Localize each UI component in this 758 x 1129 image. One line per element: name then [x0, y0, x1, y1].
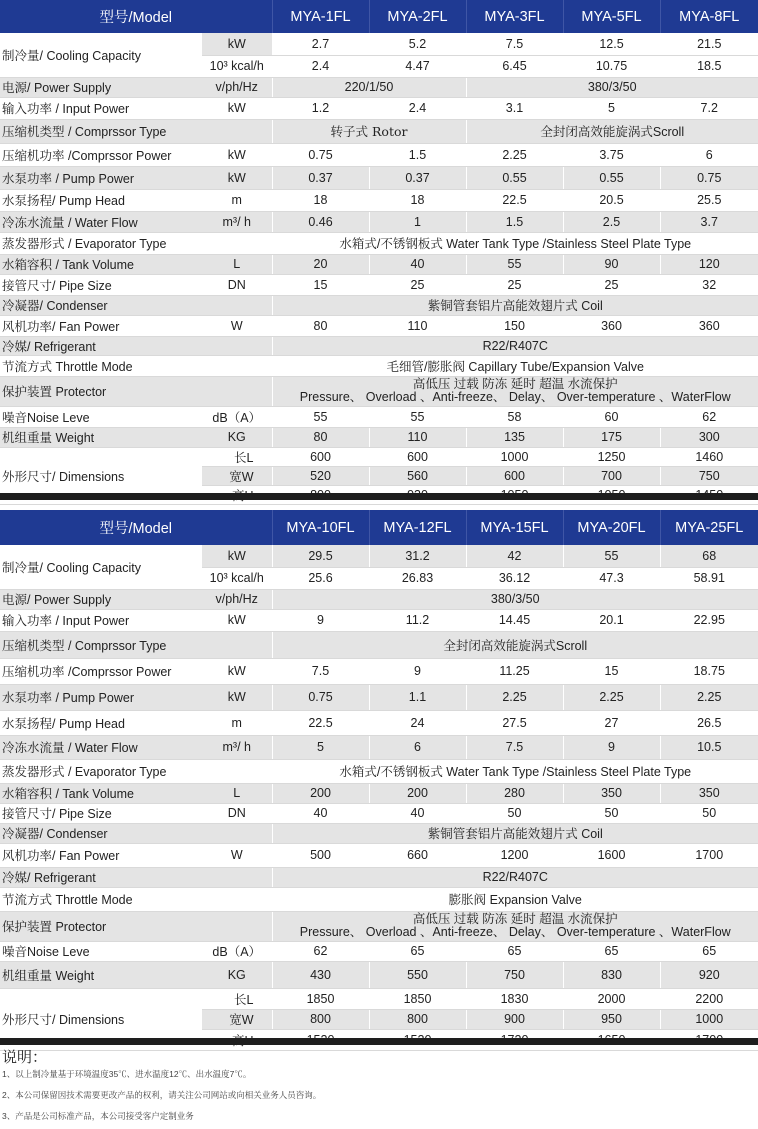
dimensions-label: 外形尺寸/ Dimensions — [0, 988, 202, 1050]
value-cell: 700 — [563, 466, 660, 485]
value-cell: 15 — [272, 274, 369, 295]
value-cell: 6.45 — [466, 55, 563, 77]
tank-volume-row — [0, 254, 758, 274]
value-cell: 15 — [563, 658, 660, 684]
unit-cell: KG — [202, 427, 272, 447]
value-cell: 膨胀阀 Expansion Valve — [272, 887, 758, 911]
throttle-label: 节流方式 Throttle Mode — [0, 355, 272, 376]
value-cell: 600 — [466, 466, 563, 485]
protector-label: 保护装置 Protector — [0, 911, 272, 941]
value-cell: 2.7 — [272, 33, 369, 55]
unit-cell — [202, 631, 272, 658]
input-power-label: 输入功率 / Input Power — [0, 609, 202, 631]
note-item: 3、产品是公司标准产品，本公司接受客户定制业务 — [2, 1111, 194, 1121]
value-cell: 1850 — [369, 988, 466, 1009]
value-cell: 900 — [466, 1009, 563, 1029]
value-cell: 55 — [369, 406, 466, 427]
value-cell: 29.5 — [272, 545, 369, 567]
fan-power-row — [0, 843, 758, 867]
model-header: 型号/Model — [0, 0, 272, 33]
value-cell: 1250 — [563, 447, 660, 466]
value-cell: 600 — [272, 447, 369, 466]
protector-value — [272, 376, 758, 406]
value-cell: 9 — [563, 735, 660, 759]
compressor-power-label: 压缩机功率 /Comprssor Power — [0, 143, 202, 166]
value-cell: 7.5 — [272, 658, 369, 684]
value-cell: 135 — [466, 427, 563, 447]
value-cell: 转子式 Rotor — [272, 119, 466, 143]
value-cell: 360 — [660, 315, 758, 336]
spec-table-1 — [0, 0, 758, 505]
value-cell: 1850 — [272, 988, 369, 1009]
protector-line-cn: 高低压 过载 防冻 延时 超温 水流保护 — [412, 912, 618, 926]
unit-cell: kW — [202, 684, 272, 710]
value-cell: 200 — [369, 783, 466, 803]
weight-row — [0, 427, 758, 447]
unit-cell: 宽W — [202, 466, 272, 485]
value-cell: 550 — [369, 961, 466, 988]
unit-cell: DN — [202, 274, 272, 295]
refrigerant-label: 冷媒/ Refrigerant — [0, 867, 272, 887]
value-cell: 3.75 — [563, 143, 660, 166]
value-cell: 430 — [272, 961, 369, 988]
dimension-l-row — [0, 447, 758, 466]
value-cell: 4.47 — [369, 55, 466, 77]
cooling-capacity-label: 制冷量/ Cooling Capacity — [0, 545, 202, 589]
pump-head-row — [0, 710, 758, 735]
note-item: 1、以上制冷量基于环境温度35℃、进水温度12℃、出水温度7℃。 — [2, 1069, 252, 1079]
unit-cell: kW — [202, 97, 272, 119]
value-cell: 3.7 — [660, 211, 758, 232]
value-cell: 50 — [660, 803, 758, 823]
condenser-label: 冷凝器/ Condenser — [0, 295, 202, 315]
model-name: MYA-2FL — [369, 0, 466, 33]
value-cell: 1.2 — [272, 97, 369, 119]
model-name: MYA-3FL — [466, 0, 563, 33]
value-cell: 0.55 — [563, 166, 660, 189]
table-2-bottom-bar — [0, 1038, 758, 1045]
value-cell: 55 — [272, 406, 369, 427]
value-cell: 1830 — [466, 988, 563, 1009]
value-cell: 7.5 — [466, 735, 563, 759]
value-cell: 11.2 — [369, 609, 466, 631]
value-cell: 60 — [563, 406, 660, 427]
value-cell: 50 — [466, 803, 563, 823]
value-cell: 2.25 — [466, 684, 563, 710]
spec-table-2 — [0, 510, 758, 1051]
value-cell: 7.5 — [466, 33, 563, 55]
value-cell: 40 — [369, 803, 466, 823]
weight-label: 机组重量 Weight — [0, 427, 202, 447]
value-cell: 200 — [272, 783, 369, 803]
value-cell: 1000 — [660, 1009, 758, 1029]
unit-cell: 10³ kcal/h — [202, 567, 272, 589]
tank-volume-label: 水箱容积 / Tank Volume — [0, 783, 202, 803]
tank-volume-label: 水箱容积 / Tank Volume — [0, 254, 202, 274]
table-1-bottom-bar — [0, 493, 758, 500]
value-cell: 80 — [272, 315, 369, 336]
value-cell: 560 — [369, 466, 466, 485]
value-cell: 110 — [369, 315, 466, 336]
value-cell: 600 — [369, 447, 466, 466]
value-cell: 62 — [660, 406, 758, 427]
value-cell: 2000 — [563, 988, 660, 1009]
value-cell: 12.5 — [563, 33, 660, 55]
model-header: 型号/Model — [0, 510, 272, 545]
value-cell: 350 — [563, 783, 660, 803]
value-cell: 2.5 — [563, 211, 660, 232]
dimension-l-row — [0, 988, 758, 1009]
value-cell: 27.5 — [466, 710, 563, 735]
pump-head-row — [0, 189, 758, 211]
unit-cell: L — [202, 783, 272, 803]
value-cell: 紫铜管套铝片高能效翅片式 Coil — [272, 295, 758, 315]
cooling-capacity-label: 制冷量/ Cooling Capacity — [0, 33, 202, 77]
value-cell: 25 — [466, 274, 563, 295]
value-cell: 20.5 — [563, 189, 660, 211]
compressor-type-row — [0, 119, 758, 143]
condenser-label: 冷凝器/ Condenser — [0, 823, 202, 843]
value-cell: 47.3 — [563, 567, 660, 589]
throttle-row — [0, 887, 758, 911]
value-cell: 10.75 — [563, 55, 660, 77]
model-name: MYA-10FL — [272, 510, 369, 545]
pump-power-row — [0, 684, 758, 710]
value-cell: 1.1 — [369, 684, 466, 710]
value-cell: 1460 — [660, 447, 758, 466]
value-cell: 5 — [563, 97, 660, 119]
tank-volume-row — [0, 783, 758, 803]
value-cell: 18.5 — [660, 55, 758, 77]
value-cell: 水箱式/不锈钢板式 Water Tank Type /Stainless Steel Plate Type — [272, 759, 758, 783]
value-cell: 40 — [272, 803, 369, 823]
input-power-row — [0, 609, 758, 631]
value-cell: 65 — [466, 941, 563, 961]
value-cell: 1000 — [466, 447, 563, 466]
value-cell: 300 — [660, 427, 758, 447]
cooling-capacity-kw-row — [0, 33, 758, 55]
value-cell: 220/1/50 — [272, 77, 466, 97]
input-power-label: 输入功率 / Input Power — [0, 97, 202, 119]
value-cell: 5 — [272, 735, 369, 759]
compressor-type-label: 压缩机类型 / Comprssor Type — [0, 631, 202, 658]
value-cell: 2.25 — [466, 143, 563, 166]
value-cell: 25 — [563, 274, 660, 295]
compressor-power-row — [0, 143, 758, 166]
power-supply-row — [0, 77, 758, 97]
value-cell: 750 — [466, 961, 563, 988]
protector-line-en: Pressure、 Overload 、Anti-freeze、 Delay、 Over-temperature 、WaterFlow — [299, 925, 731, 939]
value-cell: 26.5 — [660, 710, 758, 735]
value-cell: 1200 — [466, 843, 563, 867]
model-name: MYA-15FL — [466, 510, 563, 545]
protector-line-en: Pressure、 Overload 、Anti-freeze、 Delay、 Over-temperature 、WaterFlow — [299, 390, 731, 404]
unit-cell — [202, 759, 272, 783]
value-cell: 26.83 — [369, 567, 466, 589]
model-name: MYA-20FL — [563, 510, 660, 545]
unit-cell: W — [202, 843, 272, 867]
unit-cell — [202, 232, 272, 254]
pump-power-label: 水泵功率 / Pump Power — [0, 166, 202, 189]
water-flow-label: 冷冻水流量 / Water Flow — [0, 211, 202, 232]
evaporator-label: 蒸发器形式 / Evaporator Type — [0, 759, 202, 783]
water-flow-label: 冷冻水流量 / Water Flow — [0, 735, 202, 759]
header-row — [0, 0, 758, 33]
value-cell: 58.91 — [660, 567, 758, 589]
unit-cell: DN — [202, 803, 272, 823]
value-cell: 830 — [563, 961, 660, 988]
power-supply-label: 电源/ Power Supply — [0, 77, 202, 97]
value-cell: 500 — [272, 843, 369, 867]
value-cell: 18.75 — [660, 658, 758, 684]
value-cell: 110 — [369, 427, 466, 447]
value-cell: 175 — [563, 427, 660, 447]
unit-cell: 长L — [202, 988, 272, 1009]
model-name: MYA-12FL — [369, 510, 466, 545]
value-cell: 2.4 — [272, 55, 369, 77]
unit-cell — [202, 295, 272, 315]
unit-cell: kW — [202, 143, 272, 166]
unit-cell: kW — [202, 609, 272, 631]
value-cell: 11.25 — [466, 658, 563, 684]
pipe-size-label: 接管尺寸/ Pipe Size — [0, 803, 202, 823]
unit-cell: 长L — [202, 447, 272, 466]
noise-row — [0, 941, 758, 961]
pipe-size-label: 接管尺寸/ Pipe Size — [0, 274, 202, 295]
value-cell: 22.5 — [466, 189, 563, 211]
value-cell: 350 — [660, 783, 758, 803]
value-cell: 25.5 — [660, 189, 758, 211]
unit-cell: kW — [202, 658, 272, 684]
unit-cell: v/ph/Hz — [202, 77, 272, 97]
value-cell: 0.37 — [272, 166, 369, 189]
power-supply-label: 电源/ Power Supply — [0, 589, 202, 609]
protector-row — [0, 376, 758, 406]
value-cell: 42 — [466, 545, 563, 567]
protector-label: 保护装置 Protector — [0, 376, 272, 406]
value-cell: 10.5 — [660, 735, 758, 759]
compressor-type-row — [0, 631, 758, 658]
value-cell: 380/3/50 — [272, 589, 758, 609]
value-cell: 7.2 — [660, 97, 758, 119]
header-row — [0, 510, 758, 545]
value-cell: 90 — [563, 254, 660, 274]
value-cell: 65 — [660, 941, 758, 961]
value-cell: 2.4 — [369, 97, 466, 119]
value-cell: 750 — [660, 466, 758, 485]
weight-label: 机组重量 Weight — [0, 961, 202, 988]
throttle-label: 节流方式 Throttle Mode — [0, 887, 272, 911]
notes-section — [2, 1046, 742, 1121]
protector-line-cn: 高低压 过载 防冻 延时 超温 水流保护 — [412, 377, 618, 391]
value-cell: 全封闭高效能旋涡式Scroll — [272, 631, 758, 658]
condenser-row — [0, 295, 758, 315]
value-cell: 9 — [272, 609, 369, 631]
value-cell: 0.75 — [272, 684, 369, 710]
unit-cell: 10³ kcal/h — [202, 55, 272, 77]
unit-cell: kW — [202, 33, 272, 55]
refrigerant-row — [0, 867, 758, 887]
pipe-size-row — [0, 274, 758, 295]
unit-cell: dB（A） — [202, 406, 272, 427]
value-cell: 380/3/50 — [466, 77, 758, 97]
value-cell: 520 — [272, 466, 369, 485]
value-cell: 1600 — [563, 843, 660, 867]
value-cell: 360 — [563, 315, 660, 336]
value-cell: 20.1 — [563, 609, 660, 631]
unit-cell: 宽W — [202, 1009, 272, 1029]
refrigerant-row — [0, 336, 758, 355]
evaporator-label: 蒸发器形式 / Evaporator Type — [0, 232, 202, 254]
value-cell: 280 — [466, 783, 563, 803]
fan-power-label: 风机功率/ Fan Power — [0, 315, 202, 336]
evaporator-row — [0, 232, 758, 254]
value-cell: 5.2 — [369, 33, 466, 55]
fan-power-row — [0, 315, 758, 336]
value-cell: 27 — [563, 710, 660, 735]
unit-cell: m³/ h — [202, 735, 272, 759]
value-cell: 6 — [369, 735, 466, 759]
pump-head-label: 水泵扬程/ Pump Head — [0, 710, 202, 735]
condenser-row — [0, 823, 758, 843]
value-cell: 0.46 — [272, 211, 369, 232]
value-cell: 920 — [660, 961, 758, 988]
unit-cell: dB（A） — [202, 941, 272, 961]
noise-label: 噪音Noise Leve — [0, 941, 202, 961]
value-cell: 18 — [272, 189, 369, 211]
unit-cell: m³/ h — [202, 211, 272, 232]
pump-power-label: 水泵功率 / Pump Power — [0, 684, 202, 710]
value-cell: 1.5 — [466, 211, 563, 232]
value-cell: 21.5 — [660, 33, 758, 55]
compressor-power-row — [0, 658, 758, 684]
noise-label: 噪音Noise Leve — [0, 406, 202, 427]
value-cell: 18 — [369, 189, 466, 211]
value-cell: 25 — [369, 274, 466, 295]
unit-cell: m — [202, 189, 272, 211]
value-cell: 2200 — [660, 988, 758, 1009]
value-cell: 65 — [563, 941, 660, 961]
input-power-row — [0, 97, 758, 119]
water-flow-row — [0, 211, 758, 232]
value-cell: 3.1 — [466, 97, 563, 119]
value-cell: 55 — [466, 254, 563, 274]
value-cell: 800 — [369, 1009, 466, 1029]
model-name: MYA-25FL — [660, 510, 758, 545]
weight-row — [0, 961, 758, 988]
value-cell: 55 — [563, 545, 660, 567]
value-cell: 22.95 — [660, 609, 758, 631]
value-cell: 58 — [466, 406, 563, 427]
value-cell: 0.75 — [660, 166, 758, 189]
notes-title: 说明： — [2, 1049, 48, 1066]
value-cell: 1.5 — [369, 143, 466, 166]
value-cell: 660 — [369, 843, 466, 867]
value-cell: 20 — [272, 254, 369, 274]
unit-cell: L — [202, 254, 272, 274]
value-cell: 1700 — [660, 843, 758, 867]
value-cell: 0.75 — [272, 143, 369, 166]
value-cell: R22/R407C — [272, 336, 758, 355]
unit-cell — [202, 823, 272, 843]
value-cell: 40 — [369, 254, 466, 274]
unit-cell: v/ph/Hz — [202, 589, 272, 609]
unit-cell: m — [202, 710, 272, 735]
power-supply-row — [0, 589, 758, 609]
model-name: MYA-8FL — [660, 0, 758, 33]
value-cell: R22/R407C — [272, 867, 758, 887]
value-cell: 紫铜管套铝片高能效翅片式 Coil — [272, 823, 758, 843]
cooling-capacity-kw-row — [0, 545, 758, 567]
fan-power-label: 风机功率/ Fan Power — [0, 843, 202, 867]
evaporator-row — [0, 759, 758, 783]
unit-cell: kW — [202, 166, 272, 189]
protector-value — [272, 911, 758, 941]
water-flow-row — [0, 735, 758, 759]
value-cell: 全封闭高效能旋涡式Scroll — [466, 119, 758, 143]
throttle-row — [0, 355, 758, 376]
value-cell: 9 — [369, 658, 466, 684]
value-cell: 0.37 — [369, 166, 466, 189]
value-cell: 22.5 — [272, 710, 369, 735]
value-cell: 25.6 — [272, 567, 369, 589]
dimensions-label: 外形尺寸/ Dimensions — [0, 447, 202, 504]
value-cell: 6 — [660, 143, 758, 166]
unit-cell: kW — [202, 545, 272, 567]
model-name: MYA-1FL — [272, 0, 369, 33]
unit-cell: W — [202, 315, 272, 336]
value-cell: 1 — [369, 211, 466, 232]
unit-cell — [202, 119, 272, 143]
pump-power-row — [0, 166, 758, 189]
value-cell: 毛细管/膨胀阀 Capillary Tube/Expansion Valve — [272, 355, 758, 376]
value-cell: 65 — [369, 941, 466, 961]
protector-row — [0, 911, 758, 941]
value-cell: 120 — [660, 254, 758, 274]
value-cell: 32 — [660, 274, 758, 295]
noise-row — [0, 406, 758, 427]
value-cell: 2.25 — [660, 684, 758, 710]
value-cell: 62 — [272, 941, 369, 961]
note-item: 2、本公司保留因技术需要更改产品的权利，请关注公司网站或向相关业务人员咨询。 — [2, 1090, 322, 1100]
compressor-power-label: 压缩机功率 /Comprssor Power — [0, 658, 202, 684]
value-cell: 2.25 — [563, 684, 660, 710]
refrigerant-label: 冷媒/ Refrigerant — [0, 336, 272, 355]
value-cell: 68 — [660, 545, 758, 567]
value-cell: 0.55 — [466, 166, 563, 189]
value-cell: 150 — [466, 315, 563, 336]
value-cell: 31.2 — [369, 545, 466, 567]
value-cell: 36.12 — [466, 567, 563, 589]
value-cell: 950 — [563, 1009, 660, 1029]
value-cell: 50 — [563, 803, 660, 823]
value-cell: 24 — [369, 710, 466, 735]
value-cell: 14.45 — [466, 609, 563, 631]
value-cell: 80 — [272, 427, 369, 447]
value-cell: 水箱式/不锈钢板式 Water Tank Type /Stainless Steel Plate Type — [272, 232, 758, 254]
pipe-size-row — [0, 803, 758, 823]
pump-head-label: 水泵扬程/ Pump Head — [0, 189, 202, 211]
value-cell: 800 — [272, 1009, 369, 1029]
unit-cell: KG — [202, 961, 272, 988]
model-name: MYA-5FL — [563, 0, 660, 33]
compressor-type-label: 压缩机类型 / Comprssor Type — [0, 119, 202, 143]
